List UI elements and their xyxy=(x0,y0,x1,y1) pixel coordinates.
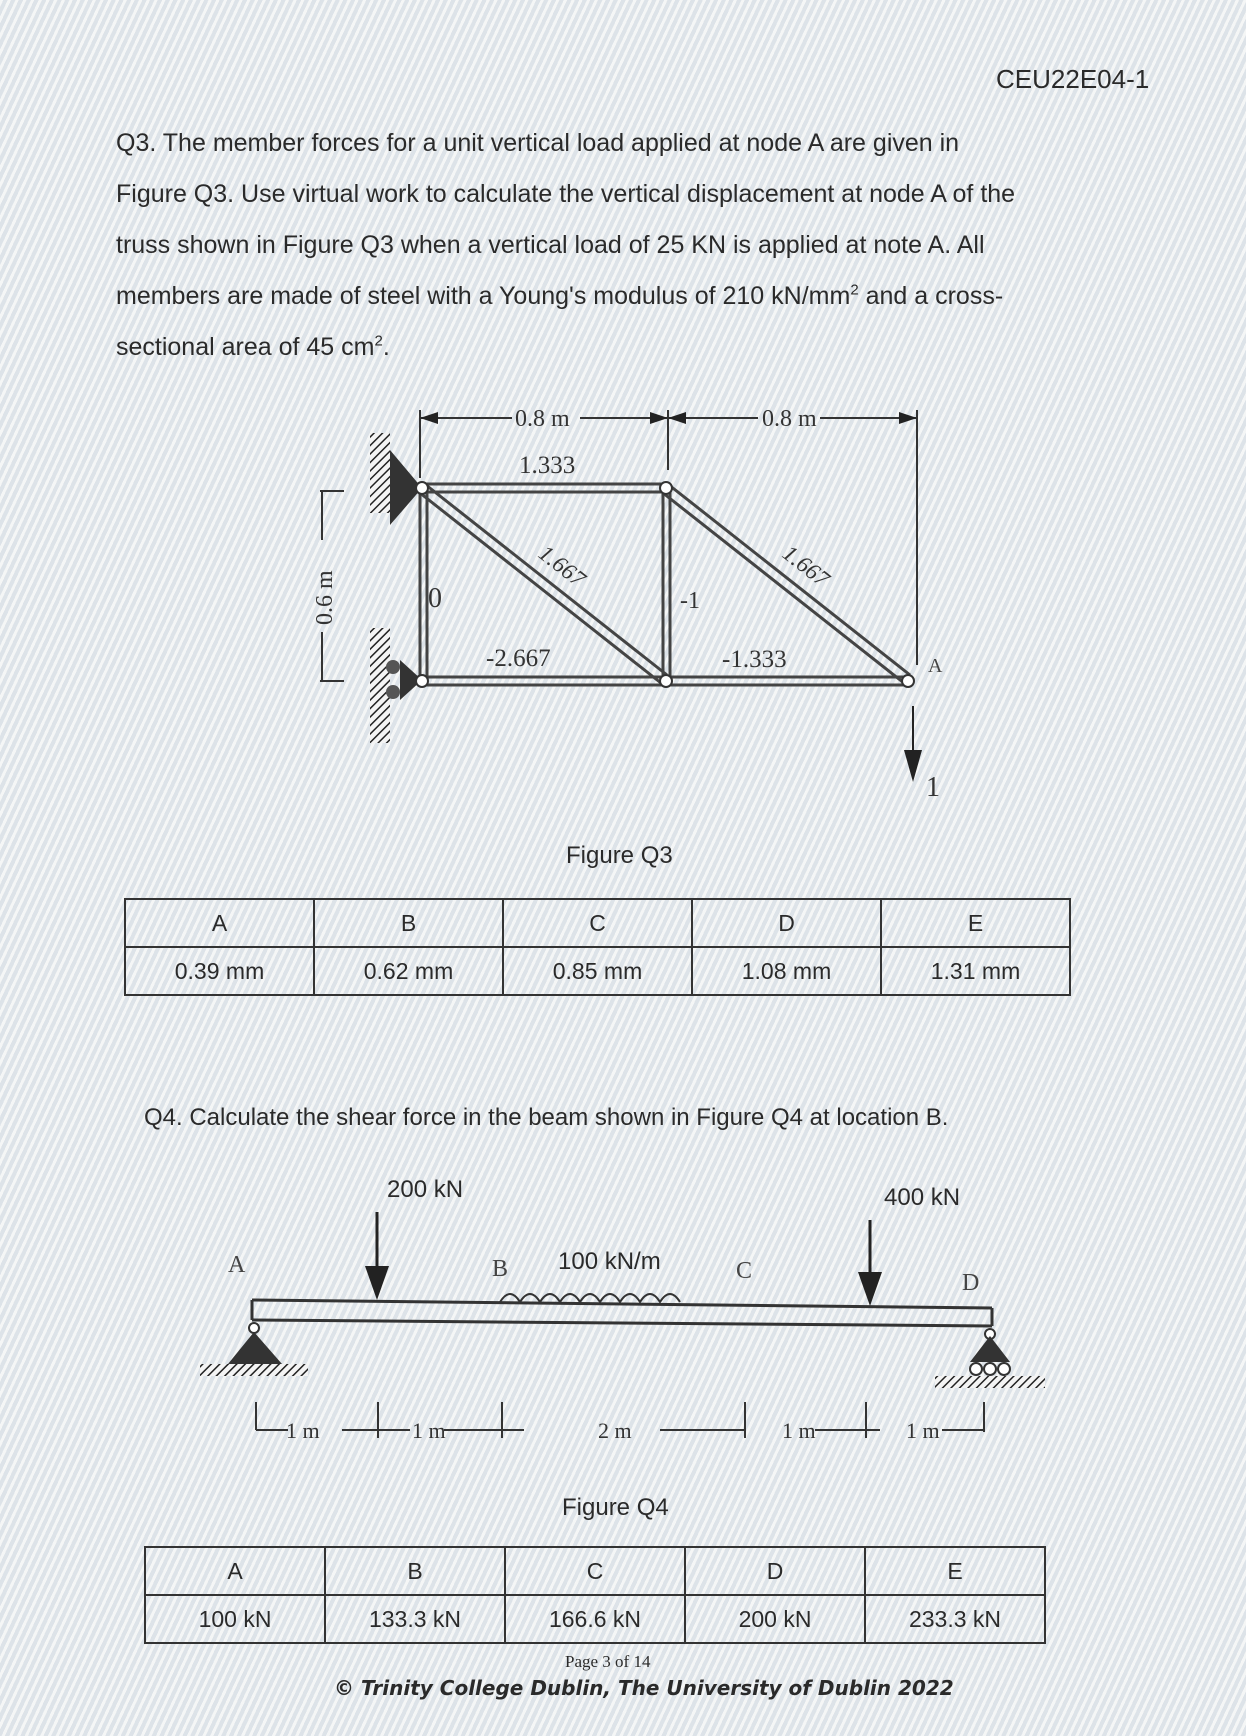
point-c-label: C xyxy=(736,1258,753,1284)
q3-line-4-tail: and a cross- xyxy=(858,282,1004,310)
q3-option-d-value: 1.08 mm xyxy=(692,947,881,995)
load-200-label: 200 kN xyxy=(387,1176,464,1203)
support-d-roller-2 xyxy=(984,1363,996,1375)
figure-q4-caption: Figure Q4 xyxy=(562,1494,669,1521)
q3-option-e-label: E xyxy=(881,899,1070,947)
support-d-triangle xyxy=(970,1336,1010,1362)
unit-load-label: 1 xyxy=(926,772,940,803)
node-a xyxy=(902,675,914,687)
dim-label-top-right: 0.8 m xyxy=(762,406,817,432)
q4-answer-values xyxy=(145,1595,1045,1643)
distributed-load xyxy=(500,1294,680,1302)
figure-q3-caption: Figure Q3 xyxy=(566,842,673,869)
q3-line-1: Q3. The member forces for a unit vertical load applied at node A are given in xyxy=(116,129,960,157)
q4-answer-labels xyxy=(145,1547,1045,1595)
support-d-roller-1 xyxy=(970,1363,982,1375)
node-bottom-left xyxy=(416,675,428,687)
dim-arrow-3 xyxy=(668,412,686,424)
support-d-roller-3 xyxy=(998,1363,1010,1375)
q3-line-5-sup: 2 xyxy=(374,332,383,350)
q3-line-2: Figure Q3. Use virtual work to calculate the vertical displacement at node A of the xyxy=(116,180,1016,208)
q3-option-e-value: 1.31 mm xyxy=(881,947,1070,995)
q3-answer-values xyxy=(125,947,1070,995)
q4-option-c-value: 166.6 kN xyxy=(505,1595,685,1643)
force-top-chord: 1.333 xyxy=(519,452,576,479)
node-top-left xyxy=(416,482,428,494)
dim-arrow-4 xyxy=(899,412,917,424)
document-code: CEU22E04-1 xyxy=(996,64,1150,94)
member-mid-vertical xyxy=(663,490,670,680)
beam-body xyxy=(252,1300,992,1326)
q3-line-5-text: sectional area of 45 cm xyxy=(116,333,375,361)
q3-option-c-value: 0.85 mm xyxy=(503,947,692,995)
q3-answer-table xyxy=(124,898,1071,996)
node-bottom-mid xyxy=(660,675,672,687)
q3-option-d-label: D xyxy=(692,899,881,947)
force-diagonal-right: 1.667 xyxy=(777,540,835,592)
q4-option-d-value: 200 kN xyxy=(685,1595,865,1643)
node-a-label: A xyxy=(928,655,943,677)
copyright: © Trinity College Dublin, The University of Dublin 2022 xyxy=(334,1676,954,1700)
unit-load-arrow xyxy=(904,750,922,782)
q3-line-4-sup: 2 xyxy=(850,281,859,299)
udl-label: 100 kN/m xyxy=(558,1248,661,1275)
load-200-arrow xyxy=(365,1266,389,1300)
force-mid-vertical: -1 xyxy=(680,588,700,614)
wall-support-bottom xyxy=(370,628,390,743)
dim-arrow-2 xyxy=(650,412,668,424)
dim-label-height: 0.6 m xyxy=(312,570,338,625)
node-top-mid xyxy=(660,482,672,494)
q4-option-b-label: B xyxy=(325,1547,505,1595)
dim-3: 2 m xyxy=(598,1418,632,1443)
dim-1: 1 m xyxy=(286,1418,320,1443)
dim-arrow-1 xyxy=(420,412,438,424)
load-400-label: 400 kN xyxy=(884,1184,961,1211)
q3-answer-labels xyxy=(125,899,1070,947)
q4-option-b-value: 133.3 kN xyxy=(325,1595,505,1643)
q4-answer-table xyxy=(144,1546,1046,1644)
dim-4: 1 m xyxy=(782,1418,816,1443)
q4-option-a-value: 100 kN xyxy=(145,1595,325,1643)
wall-support-top xyxy=(370,433,390,513)
q4-option-e-value: 233.3 kN xyxy=(865,1595,1045,1643)
dim-2: 1 m xyxy=(412,1418,446,1443)
q3-line-3: truss shown in Figure Q3 when a vertical load of 25 KN is applied at note A. All xyxy=(116,231,985,259)
q3-line-5-tail: . xyxy=(382,333,390,361)
q4-option-a-label: A xyxy=(145,1547,325,1595)
member-top-chord xyxy=(422,484,667,492)
q3-option-a-value: 0.39 mm xyxy=(125,947,314,995)
member-left-vertical xyxy=(420,490,427,680)
roller-2 xyxy=(386,685,400,699)
support-a-pin xyxy=(249,1323,259,1333)
point-d-label: D xyxy=(962,1270,980,1296)
dim-5: 1 m xyxy=(906,1418,940,1443)
support-a-ground xyxy=(200,1364,308,1376)
load-400-arrow xyxy=(858,1272,882,1306)
force-left-vertical: 0 xyxy=(428,583,442,614)
force-bottom-left: -2.667 xyxy=(486,645,551,672)
question-4-text: Q4. Calculate the shear force in the beam shown in Figure Q4 at location B. xyxy=(144,1104,949,1131)
force-diagonal-left: 1.667 xyxy=(533,540,591,592)
q3-option-b-value: 0.62 mm xyxy=(314,947,503,995)
dim-label-top-left: 0.8 m xyxy=(515,406,570,432)
q4-option-c-label: C xyxy=(505,1547,685,1595)
q3-option-b-label: B xyxy=(314,899,503,947)
q3-line-4-text: members are made of steel with a Young's modulus of 210 kN/mm xyxy=(116,282,851,310)
q4-option-e-label: E xyxy=(865,1547,1045,1595)
roller-1 xyxy=(386,660,400,674)
point-b-label: B xyxy=(492,1256,509,1282)
page-number: Page 3 of 14 xyxy=(565,1652,651,1671)
q3-option-c-label: C xyxy=(503,899,692,947)
support-a-triangle xyxy=(228,1332,282,1364)
force-bottom-right: -1.333 xyxy=(722,646,787,673)
support-d-ground xyxy=(935,1376,1045,1388)
figure-q4-beam xyxy=(0,1150,1246,1500)
dimension-lines xyxy=(320,410,917,681)
point-a-label: A xyxy=(228,1252,246,1278)
q3-option-a-label: A xyxy=(125,899,314,947)
q4-option-d-label: D xyxy=(685,1547,865,1595)
